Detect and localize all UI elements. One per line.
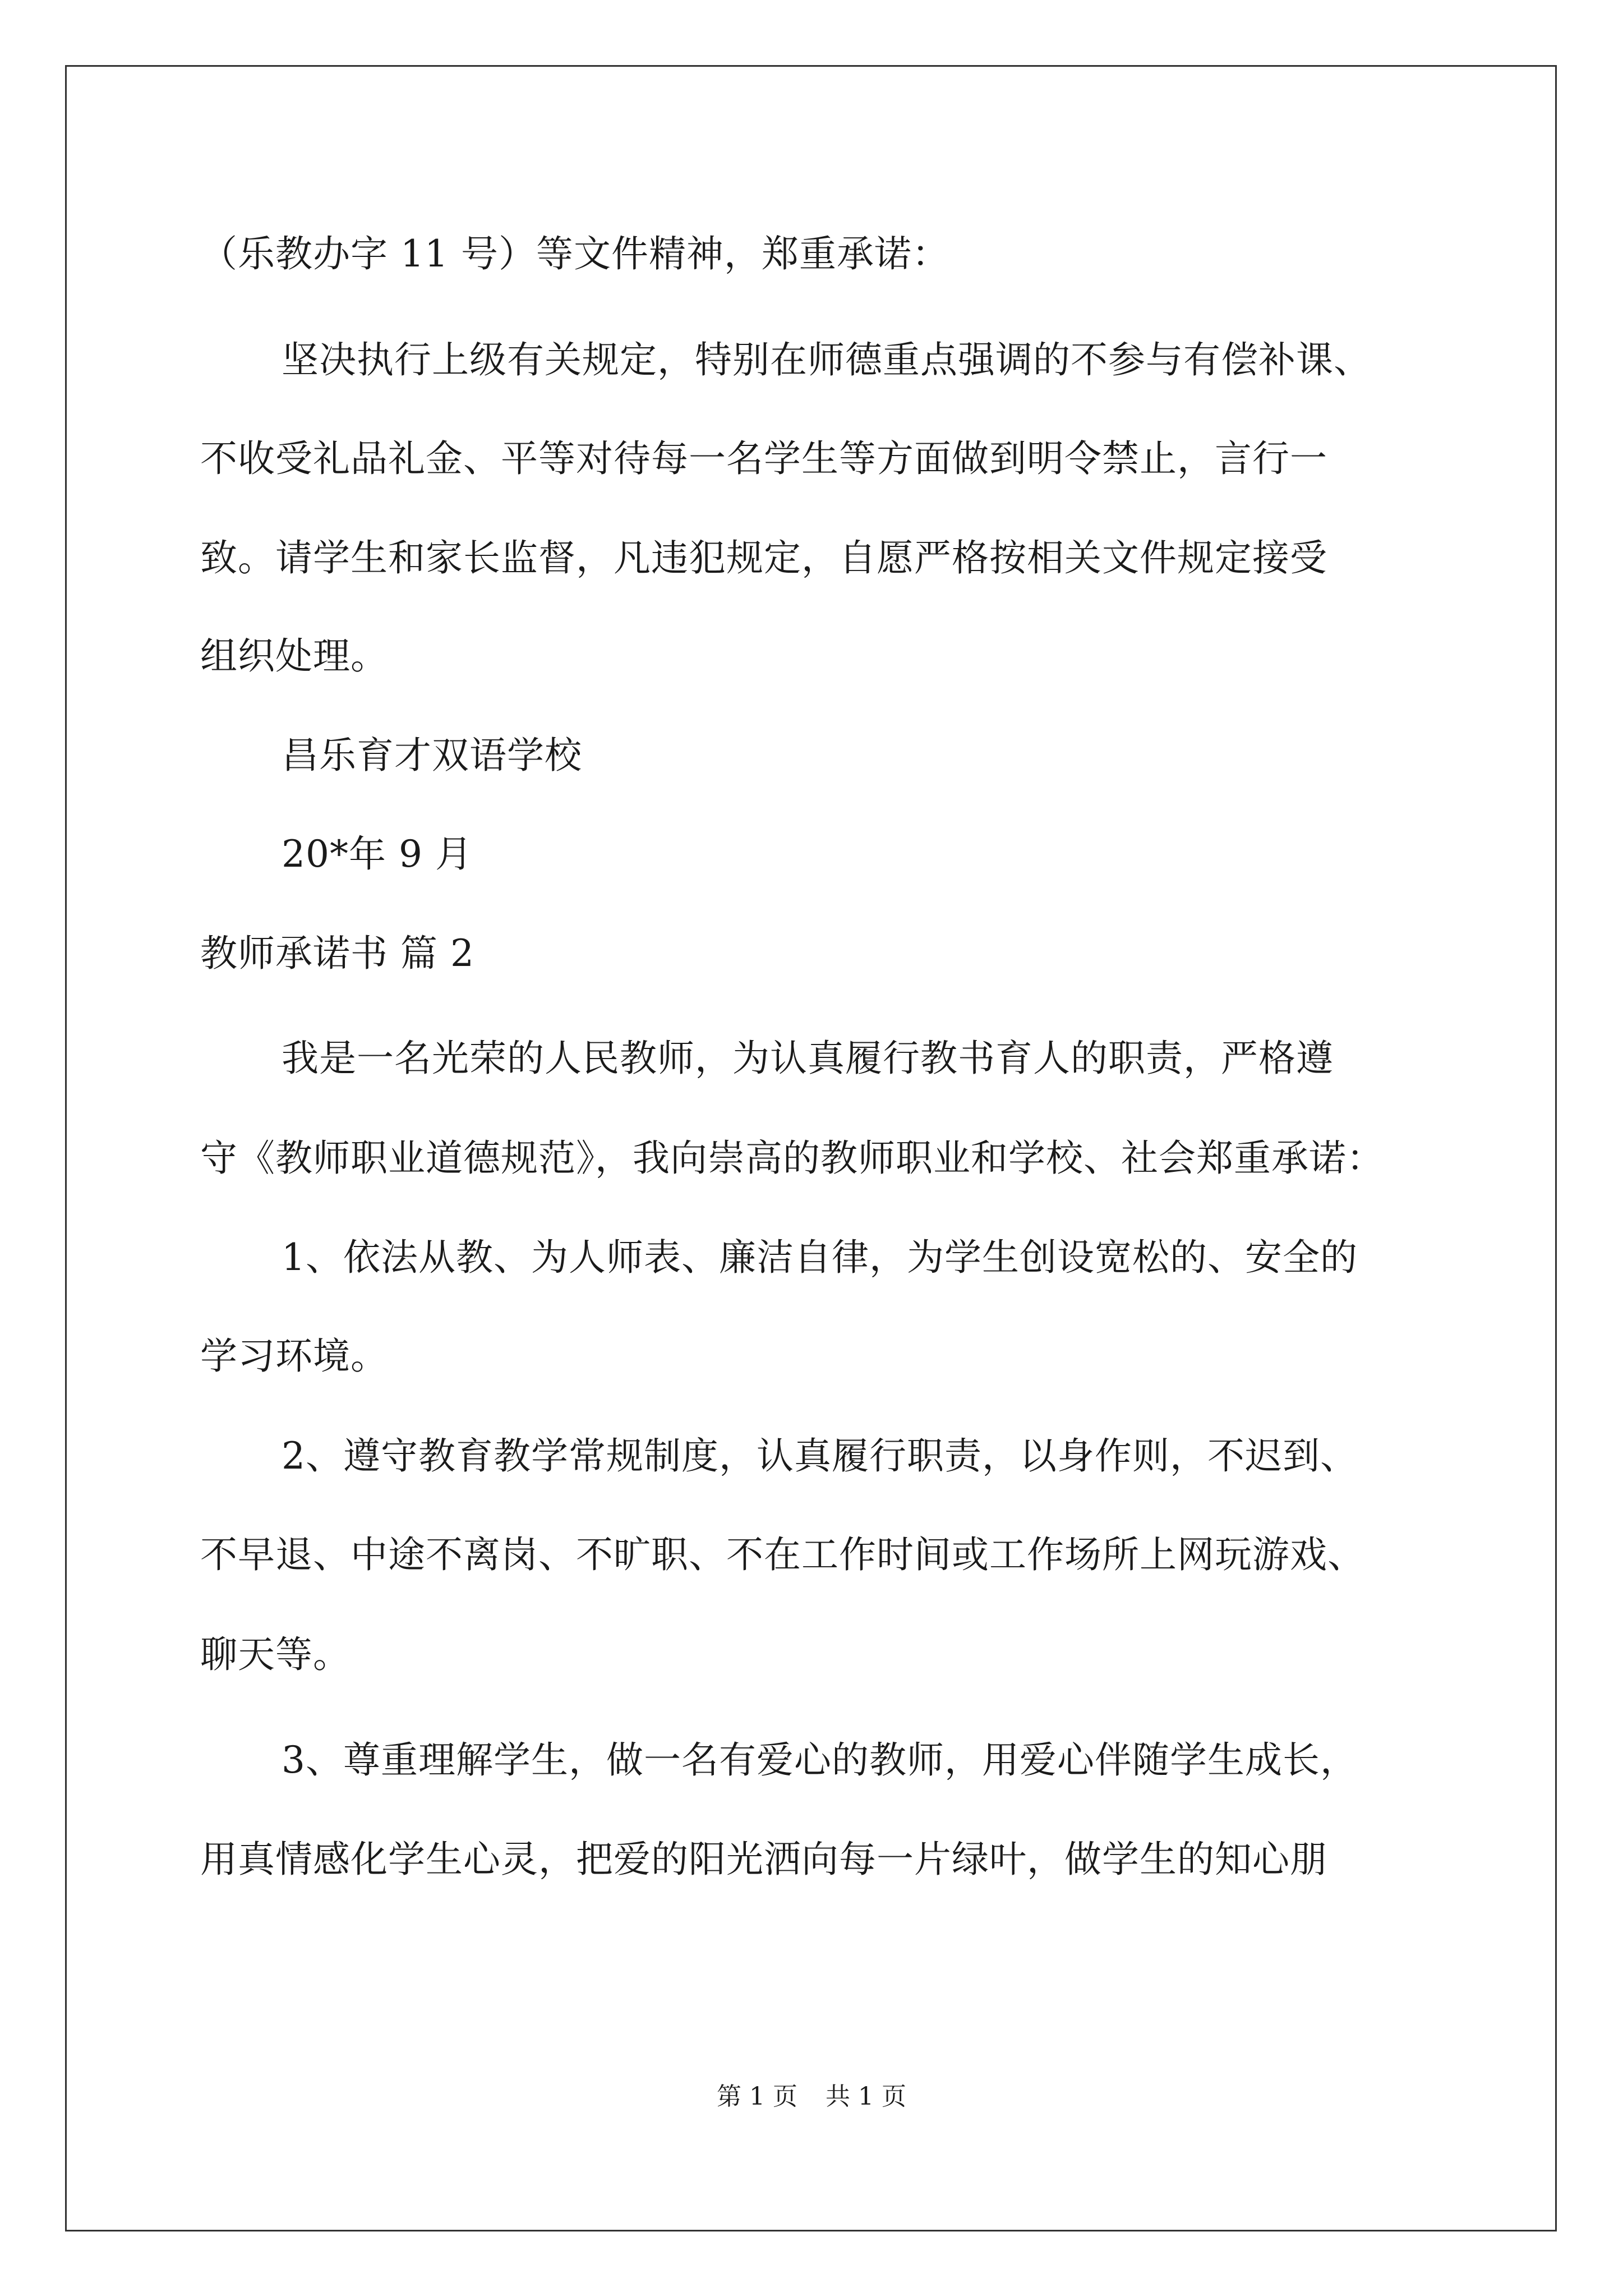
paragraph-line: 坚决执行上级有关规定，特别在师德重点强调的不参与有偿补课、 [282,338,1371,381]
paragraph-line: 我是一名光荣的人民教师，为认真履行教书育人的职责，严格遵 [282,1037,1334,1080]
text-line: 聊天等。 [200,1633,351,1676]
text-line: 致。请学生和家长监督，凡违犯规定，自愿严格按相关文件规定接受 [200,536,1327,579]
text-line: 学习环境。 [200,1335,388,1378]
school-name: 昌乐育才双语学校 [282,734,582,777]
section-heading: 教师承诺书 篇 2 [200,932,474,975]
date-line: 20*年 9 月 [282,832,473,876]
text-line: 不早退、中途不离岗、不旷职、不在工作时间或工作场所上网玩游戏、 [200,1533,1365,1576]
list-item-line: 2、遵守教育教学常规制度，认真履行职责，以身作则，不迟到、 [282,1434,1358,1478]
page-number-total: 共 1 页 [826,2082,906,2111]
list-item-line: 1、依法从教、为人师表、廉洁自律，为学生创设宽松的、安全的 [282,1236,1358,1279]
page-number-current: 第 1 页 [717,2082,797,2111]
page-footer [0,2081,1623,2113]
text-line: 用真情感化学生心灵，把爱的阳光洒向每一片绿叶，做学生的知心朋 [200,1838,1327,1881]
list-item-line: 3、尊重理解学生，做一名有爱心的教师，用爱心伴随学生成长， [282,1738,1358,1782]
text-line: 不收受礼品礼金、平等对待每一名学生等方面做到明令禁止，言行一 [200,437,1327,480]
text-line: （乐教办字 11 号）等文件精神，郑重承诺： [200,232,949,275]
text-line: 守《教师职业道德规范》，我向崇高的教师职业和学校、社会郑重承诺： [200,1137,1384,1180]
text-line: 组织处理。 [200,634,388,678]
